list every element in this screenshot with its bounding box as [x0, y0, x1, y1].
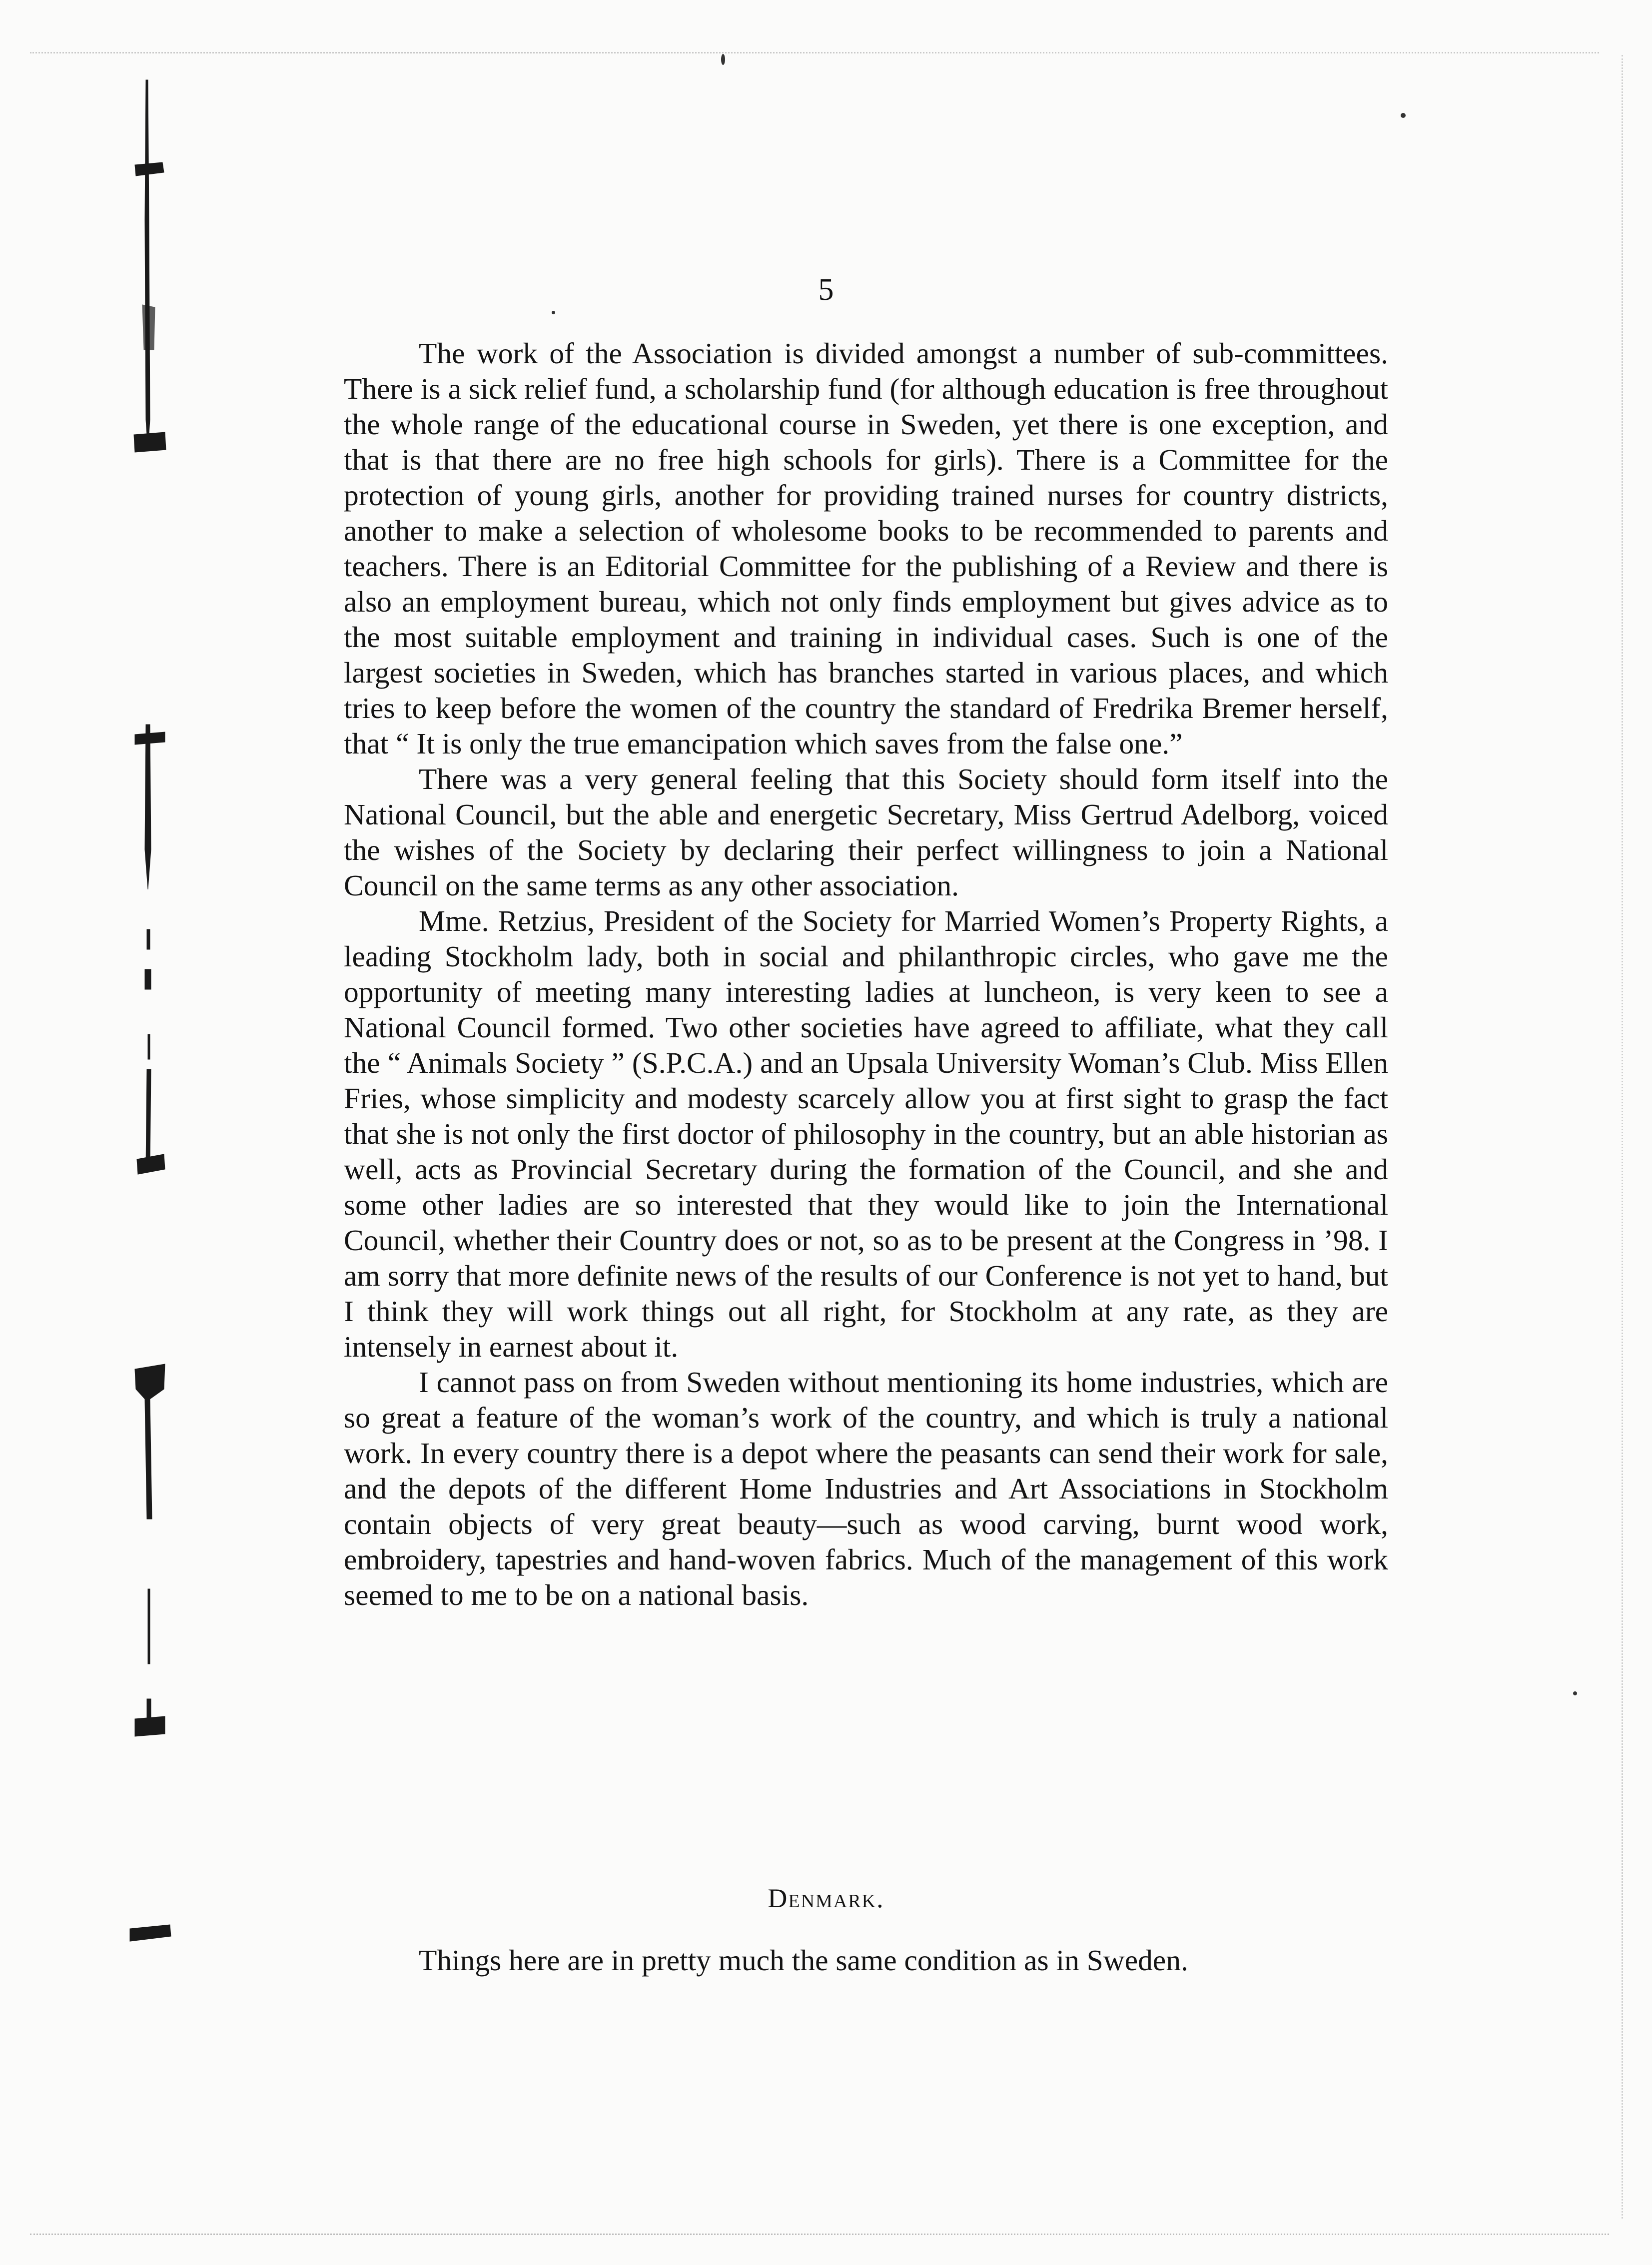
page-number: 5 [818, 273, 834, 307]
scan-speck [721, 54, 725, 65]
paragraph: There was a very general feeling that this Society should form itself into the National Council, but the able and energetic Secretary, Miss Gertrud Adelborg, voiced the wishes of the Society by declaring their perfect willingness to join a National Council on the same terms as any other association. [344, 762, 1388, 902]
paragraph: I cannot pass on from Sweden without mentioning its home industries, which are so great a feature of the woman’s work of the country, and which is truly a national work. In every country there is a depot where the peasants can send their work for sale, and the depots of the different Home Industries and Art Associations in Stockholm contain objects of very great beauty—such as wood carving, burnt wood work, embroidery, tapestries and hand-woven fabrics. Much of the management of this work seemed to me to be on a national basis. [344, 1366, 1388, 1611]
paragraph: The work of the Association is divided amongst a number of sub-committees. There is a sick relief fund, a scholarship fund (for although education is free throughout the whole range of the educational course in Sweden, yet there is one exception, and that is that there are no free high schools for girls). There is a Committee for the protection of young girls, another for providing trained nurses for country districts, another to make a selection of wholesome books to be recommended to parents and teachers. There is an Editorial Committee for the publishing of a Review and there is also an employment bureau, which not only finds employment but gives advice as to the most suitable employment and training in individual cases. Such is one of the largest societies in Sweden, which has branches started in various places, and which tries to keep before the women of the country the standard of Fredrika Bremer herself, that “ It is only the true emancipation which saves from the false one.” [344, 337, 1388, 760]
paragraph: Mme. Retzius, President of the Society for Married Women’s Property Rights, a leading Stockholm lady, both in social and philanthropic circles, who gave me the opportunity of meeting many interesting ladies at luncheon, is very keen to see a National Council formed. Two other societies have agreed to affiliate, what they call the “ Animals Society ” (S.P.C.A.) and an Upsala University Woman’s Club. Miss Ellen Fries, whose simplicity and modesty scarcely allow you at first sight to grasp the fact that she is not only the first doctor of philosophy in the country, but an able historian as well, acts as Provincial Secretary during the formation of the Council, and she and some other ladies are so interested that they would like to join the International Council, whether their Country does or not, so as to be present at the Congress in ’98. I am sorry that more definite news of the results of our Conference is not yet to hand, but I think they will work things out all right, for Stockholm at any rate, as they are intensely in earnest about it. [344, 904, 1388, 1363]
scan-speck [552, 311, 555, 314]
binding-marks [115, 70, 185, 2044]
scan-edge-bottom [30, 2234, 1609, 2235]
section-heading: Denmark. [768, 1883, 884, 1913]
scan-speck [1401, 113, 1406, 118]
scan-edge-top [30, 52, 1599, 53]
scan-speck [1573, 1691, 1577, 1695]
closing-paragraph: Things here are in pretty much the same condition as in Sweden. [419, 1944, 1188, 1977]
body-text [344, 336, 1388, 1613]
